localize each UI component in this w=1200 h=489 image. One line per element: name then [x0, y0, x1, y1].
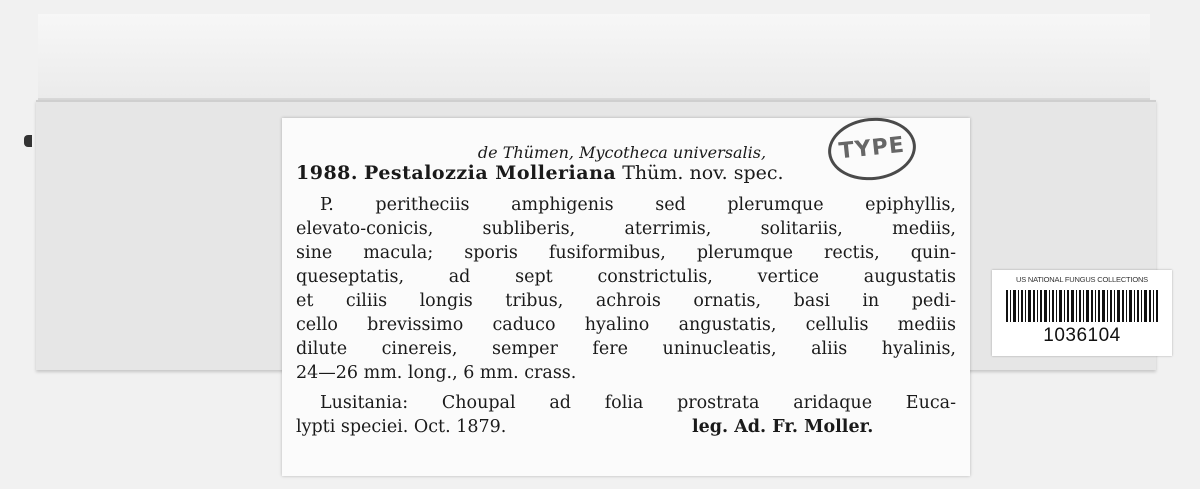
exsiccata-number: 1988. [296, 162, 358, 184]
label-header: de Thümen, Mycotheca universalis, [477, 143, 767, 162]
description-line: queseptatis, ad sept constrictulis, vertice augustatis [296, 267, 956, 287]
description-line: cello brevissimo caduco hyalino angustatis, cellulis mediis [296, 315, 956, 335]
locality-line: Lusitania: Choupal ad folia prostrata aridaque Euca- [320, 393, 956, 413]
description-line: dilute cinereis, semper fere uninucleatis, aliis hyalinis, [296, 339, 956, 359]
locality-date: lypti speciei. Oct. 1879. [296, 417, 507, 437]
type-stamp-text: TYPE [837, 132, 907, 165]
species-name: Pestalozzia Molleriana [364, 162, 617, 184]
institution-name: US NATIONAL FUNGUS COLLECTIONS [1016, 275, 1148, 284]
description-line: P. peritheciis amphigenis sed plerumque epiphyllis, [320, 195, 956, 215]
collector: leg. Ad. Fr. Moller. [692, 417, 874, 437]
herbarium-sheet-strip [38, 14, 1150, 100]
catalog-number: 1036104 [1043, 325, 1121, 346]
envelope-edge-mark [24, 135, 32, 147]
species-author: Thüm. nov. spec. [622, 162, 784, 184]
specimen-label [282, 118, 970, 476]
description-line: et ciliis longis tribus, achrois ornatis, basi in pedi- [296, 291, 956, 311]
label-title-line [296, 162, 956, 184]
barcode-label [992, 270, 1172, 356]
description-line: 24—26 mm. long., 6 mm. crass. [296, 363, 577, 383]
barcode-graphic [1006, 290, 1158, 322]
description-line: elevato-conicis, subliberis, aterrimis, solitariis, mediis, [296, 219, 956, 239]
description-line: sine macula; sporis fusiformibus, plerumque rectis, quin- [296, 243, 956, 263]
